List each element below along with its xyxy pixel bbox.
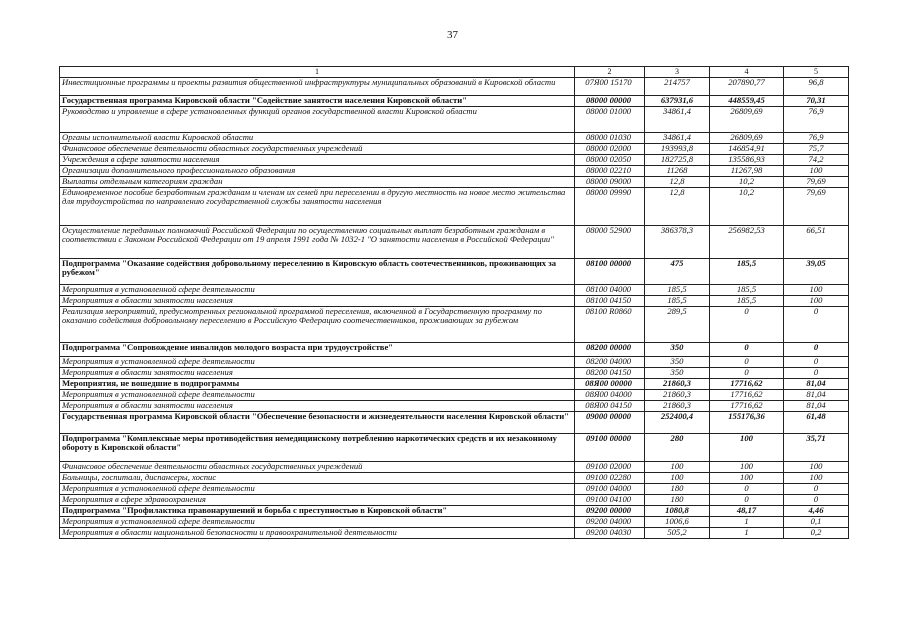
row-planned-cell: 100 — [645, 462, 710, 473]
row-actual-cell: 17716,62 — [710, 401, 784, 412]
row-name-cell: Финансовое обеспечение деятельности областных государственных учреждений — [60, 144, 575, 155]
row-percent-cell: 0,1 — [784, 517, 849, 528]
row-code-cell: 09100 00000 — [575, 434, 645, 462]
row-planned-cell: 475 — [645, 259, 710, 285]
table-row — [60, 434, 849, 462]
row-percent-cell: 0,2 — [784, 528, 849, 539]
row-code-cell: 08100 04150 — [575, 296, 645, 307]
row-percent-cell: 66,51 — [784, 226, 849, 259]
row-actual-cell: 0 — [710, 357, 784, 368]
row-planned-cell: 34861,4 — [645, 133, 710, 144]
row-name-cell: Подпрограмма "Оказание содействия добровольному переселению в Кировскую область соотечественников, проживающих за рубежом" — [60, 259, 575, 285]
table-row — [60, 107, 849, 133]
row-name-cell: Мероприятия в сфере здравоохранения — [60, 495, 575, 506]
row-code-cell: 09200 04030 — [575, 528, 645, 539]
table-header-row — [60, 67, 849, 78]
row-planned-cell: 21860,3 — [645, 390, 710, 401]
column-header: 5 — [784, 67, 849, 78]
row-code-cell: 08000 09990 — [575, 188, 645, 226]
row-actual-cell: 100 — [710, 462, 784, 473]
row-name-cell: Органы исполнительной власти Кировской области — [60, 133, 575, 144]
row-actual-cell: 1 — [710, 517, 784, 528]
row-code-cell: 08Я00 00000 — [575, 379, 645, 390]
row-percent-cell: 61,48 — [784, 412, 849, 434]
row-planned-cell: 182725,8 — [645, 155, 710, 166]
row-code-cell: 08100 00000 — [575, 259, 645, 285]
row-name-cell: Единовременное пособие безработным гражданам и членам их семей при переселении в другую местность на новое место жительства для трудоустройства по направлению государственной службы занятости населения — [60, 188, 575, 226]
row-code-cell: 08Я00 04000 — [575, 390, 645, 401]
row-percent-cell: 0 — [784, 368, 849, 379]
row-percent-cell: 81,04 — [784, 379, 849, 390]
table-row — [60, 96, 849, 107]
row-actual-cell: 155176,36 — [710, 412, 784, 434]
row-actual-cell: 448559,45 — [710, 96, 784, 107]
row-code-cell: 08Я00 04150 — [575, 401, 645, 412]
row-code-cell: 09100 02000 — [575, 462, 645, 473]
row-planned-cell: 350 — [645, 343, 710, 357]
row-percent-cell: 100 — [784, 473, 849, 484]
row-name-cell: Подпрограмма "Сопровождение инвалидов молодого возраста при трудоустройстве" — [60, 343, 575, 357]
row-code-cell: 09200 00000 — [575, 506, 645, 517]
row-name-cell: Мероприятия в установленной сфере деятельности — [60, 517, 575, 528]
row-actual-cell: 17716,62 — [710, 390, 784, 401]
row-planned-cell: 185,5 — [645, 296, 710, 307]
row-actual-cell: 185,5 — [710, 259, 784, 285]
row-code-cell: 08000 02210 — [575, 166, 645, 177]
row-code-cell: 08000 02000 — [575, 144, 645, 155]
row-name-cell: Больницы, госпитали, диспансеры, хоспис — [60, 473, 575, 484]
table-row — [60, 296, 849, 307]
row-code-cell: 08100 R0860 — [575, 307, 645, 343]
row-code-cell: 09200 04000 — [575, 517, 645, 528]
row-name-cell: Руководство и управление в сфере установленных функций органов государственной власти Кировской области — [60, 107, 575, 133]
row-planned-cell: 11268 — [645, 166, 710, 177]
table-row — [60, 155, 849, 166]
row-percent-cell: 96,8 — [784, 78, 849, 96]
row-planned-cell: 12,8 — [645, 188, 710, 226]
row-name-cell: Государственная программа Кировской области "Содействие занятости населения Кировской области" — [60, 96, 575, 107]
row-name-cell: Мероприятия в установленной сфере деятельности — [60, 357, 575, 368]
row-actual-cell: 26809,69 — [710, 133, 784, 144]
row-name-cell: Подпрограмма "Профилактика правонарушений и борьба с преступностью в Кировской области" — [60, 506, 575, 517]
column-header: 1 — [60, 67, 575, 78]
row-actual-cell: 11267,98 — [710, 166, 784, 177]
row-actual-cell: 185,5 — [710, 296, 784, 307]
row-code-cell: 09000 00000 — [575, 412, 645, 434]
row-name-cell: Осуществление переданных полномочий Российской Федерации по осуществлению социальных выплат безработным гражданам в соответствии с Законом Российской Федерации от 19 апреля 1991 года № 1032-1 "О занятости населения в Российской Федерации" — [60, 226, 575, 259]
table-row — [60, 473, 849, 484]
table-row — [60, 401, 849, 412]
table-row — [60, 343, 849, 357]
row-planned-cell: 12,8 — [645, 177, 710, 188]
row-actual-cell: 100 — [710, 473, 784, 484]
row-actual-cell: 10,2 — [710, 188, 784, 226]
row-name-cell: Подпрограмма "Комплексные меры противодействия немедицинскому потреблению наркотических средств и их незаконному обороту в Кировской области" — [60, 434, 575, 462]
row-name-cell: Мероприятия в установленной сфере деятельности — [60, 390, 575, 401]
table-row — [60, 188, 849, 226]
table-body — [60, 78, 849, 539]
table-row — [60, 144, 849, 155]
row-planned-cell: 21860,3 — [645, 401, 710, 412]
page-number: 37 — [447, 29, 458, 41]
row-planned-cell: 280 — [645, 434, 710, 462]
row-planned-cell: 214757 — [645, 78, 710, 96]
table-row — [60, 226, 849, 259]
row-name-cell: Мероприятия в области национальной безопасности и правоохранительной деятельности — [60, 528, 575, 539]
row-planned-cell: 252400,4 — [645, 412, 710, 434]
row-percent-cell: 100 — [784, 296, 849, 307]
row-planned-cell: 193993,8 — [645, 144, 710, 155]
row-name-cell: Мероприятия, не вошедшие в подпрограммы — [60, 379, 575, 390]
row-percent-cell: 0 — [784, 357, 849, 368]
row-actual-cell: 0 — [710, 484, 784, 495]
row-name-cell: Финансовое обеспечение деятельности областных государственных учреждений — [60, 462, 575, 473]
row-name-cell: Выплаты отдельным категориям граждан — [60, 177, 575, 188]
row-percent-cell: 81,04 — [784, 401, 849, 412]
row-percent-cell: 100 — [784, 462, 849, 473]
row-percent-cell: 39,05 — [784, 259, 849, 285]
row-code-cell: 08100 04000 — [575, 285, 645, 296]
row-name-cell: Мероприятия в области занятости населения — [60, 296, 575, 307]
row-actual-cell: 48,17 — [710, 506, 784, 517]
row-actual-cell: 1 — [710, 528, 784, 539]
row-planned-cell: 1080,8 — [645, 506, 710, 517]
row-name-cell: Мероприятия в области занятости населения — [60, 401, 575, 412]
row-actual-cell: 207890,77 — [710, 78, 784, 96]
row-percent-cell: 100 — [784, 285, 849, 296]
row-percent-cell: 0 — [784, 307, 849, 343]
row-code-cell: 08000 00000 — [575, 96, 645, 107]
row-actual-cell: 100 — [710, 434, 784, 462]
table-row — [60, 462, 849, 473]
row-code-cell: 08000 01030 — [575, 133, 645, 144]
row-percent-cell: 81,04 — [784, 390, 849, 401]
row-name-cell: Реализация мероприятий, предусмотренных региональной программой переселения, включенной в Государственную программу по оказанию содействия добровольному переселению в Российскую Федерацию соотечественников, проживающих за рубежом — [60, 307, 575, 343]
row-name-cell: Инвестиционные программы и проекты развития общественной инфраструктуры муниципальных образований в Кировской области — [60, 78, 575, 96]
row-code-cell: 08000 01000 — [575, 107, 645, 133]
table-row — [60, 528, 849, 539]
row-actual-cell: 256982,53 — [710, 226, 784, 259]
table-row — [60, 484, 849, 495]
table-row — [60, 379, 849, 390]
row-planned-cell: 505,2 — [645, 528, 710, 539]
column-header: 2 — [575, 67, 645, 78]
row-planned-cell: 386378,3 — [645, 226, 710, 259]
row-planned-cell: 637931,6 — [645, 96, 710, 107]
table-row — [60, 412, 849, 434]
table-row — [60, 506, 849, 517]
row-percent-cell: 76,9 — [784, 107, 849, 133]
row-planned-cell: 185,5 — [645, 285, 710, 296]
row-planned-cell: 350 — [645, 368, 710, 379]
row-percent-cell: 4,46 — [784, 506, 849, 517]
row-planned-cell: 100 — [645, 473, 710, 484]
row-percent-cell: 75,7 — [784, 144, 849, 155]
row-code-cell: 09100 04000 — [575, 484, 645, 495]
row-actual-cell: 135586,93 — [710, 155, 784, 166]
row-code-cell: 08200 04000 — [575, 357, 645, 368]
table-row — [60, 78, 849, 96]
row-percent-cell: 100 — [784, 166, 849, 177]
table-row — [60, 177, 849, 188]
row-planned-cell: 180 — [645, 484, 710, 495]
budget-table — [59, 66, 849, 539]
table-row — [60, 517, 849, 528]
row-percent-cell: 35,71 — [784, 434, 849, 462]
row-actual-cell: 0 — [710, 368, 784, 379]
row-percent-cell: 0 — [784, 495, 849, 506]
row-code-cell: 08200 00000 — [575, 343, 645, 357]
row-planned-cell: 350 — [645, 357, 710, 368]
row-planned-cell: 1006,6 — [645, 517, 710, 528]
table-row — [60, 307, 849, 343]
row-code-cell: 08000 09000 — [575, 177, 645, 188]
row-actual-cell: 146854,91 — [710, 144, 784, 155]
row-code-cell: 09100 04100 — [575, 495, 645, 506]
row-actual-cell: 185,5 — [710, 285, 784, 296]
row-percent-cell: 76,9 — [784, 133, 849, 144]
table-row — [60, 133, 849, 144]
row-actual-cell: 26809,69 — [710, 107, 784, 133]
row-code-cell: 08000 02050 — [575, 155, 645, 166]
row-percent-cell: 74,2 — [784, 155, 849, 166]
row-planned-cell: 21860,3 — [645, 379, 710, 390]
table-row — [60, 166, 849, 177]
row-name-cell: Мероприятия в установленной сфере деятельности — [60, 285, 575, 296]
row-planned-cell: 180 — [645, 495, 710, 506]
table-row — [60, 390, 849, 401]
table-row — [60, 368, 849, 379]
column-header: 4 — [710, 67, 784, 78]
row-percent-cell: 0 — [784, 343, 849, 357]
row-percent-cell: 79,69 — [784, 177, 849, 188]
table-row — [60, 357, 849, 368]
row-percent-cell: 79,69 — [784, 188, 849, 226]
row-code-cell: 08200 04150 — [575, 368, 645, 379]
row-actual-cell: 17716,62 — [710, 379, 784, 390]
row-name-cell: Мероприятия в области занятости населения — [60, 368, 575, 379]
table-row — [60, 495, 849, 506]
row-name-cell: Организации дополнительного профессионального образования — [60, 166, 575, 177]
row-planned-cell: 34861,4 — [645, 107, 710, 133]
row-name-cell: Учреждения в сфере занятости населения — [60, 155, 575, 166]
row-percent-cell: 0 — [784, 484, 849, 495]
row-actual-cell: 0 — [710, 343, 784, 357]
row-actual-cell: 0 — [710, 495, 784, 506]
row-name-cell: Государственная программа Кировской области "Обеспечение безопасности и жизнедеятельности населения Кировской области" — [60, 412, 575, 434]
table-row — [60, 259, 849, 285]
column-header: 3 — [645, 67, 710, 78]
row-name-cell: Мероприятия в установленной сфере деятельности — [60, 484, 575, 495]
row-planned-cell: 289,5 — [645, 307, 710, 343]
row-actual-cell: 10,2 — [710, 177, 784, 188]
row-actual-cell: 0 — [710, 307, 784, 343]
row-code-cell: 09100 02280 — [575, 473, 645, 484]
table-row — [60, 285, 849, 296]
row-code-cell: 08000 52900 — [575, 226, 645, 259]
row-code-cell: 07Я00 15170 — [575, 78, 645, 96]
row-percent-cell: 70,31 — [784, 96, 849, 107]
